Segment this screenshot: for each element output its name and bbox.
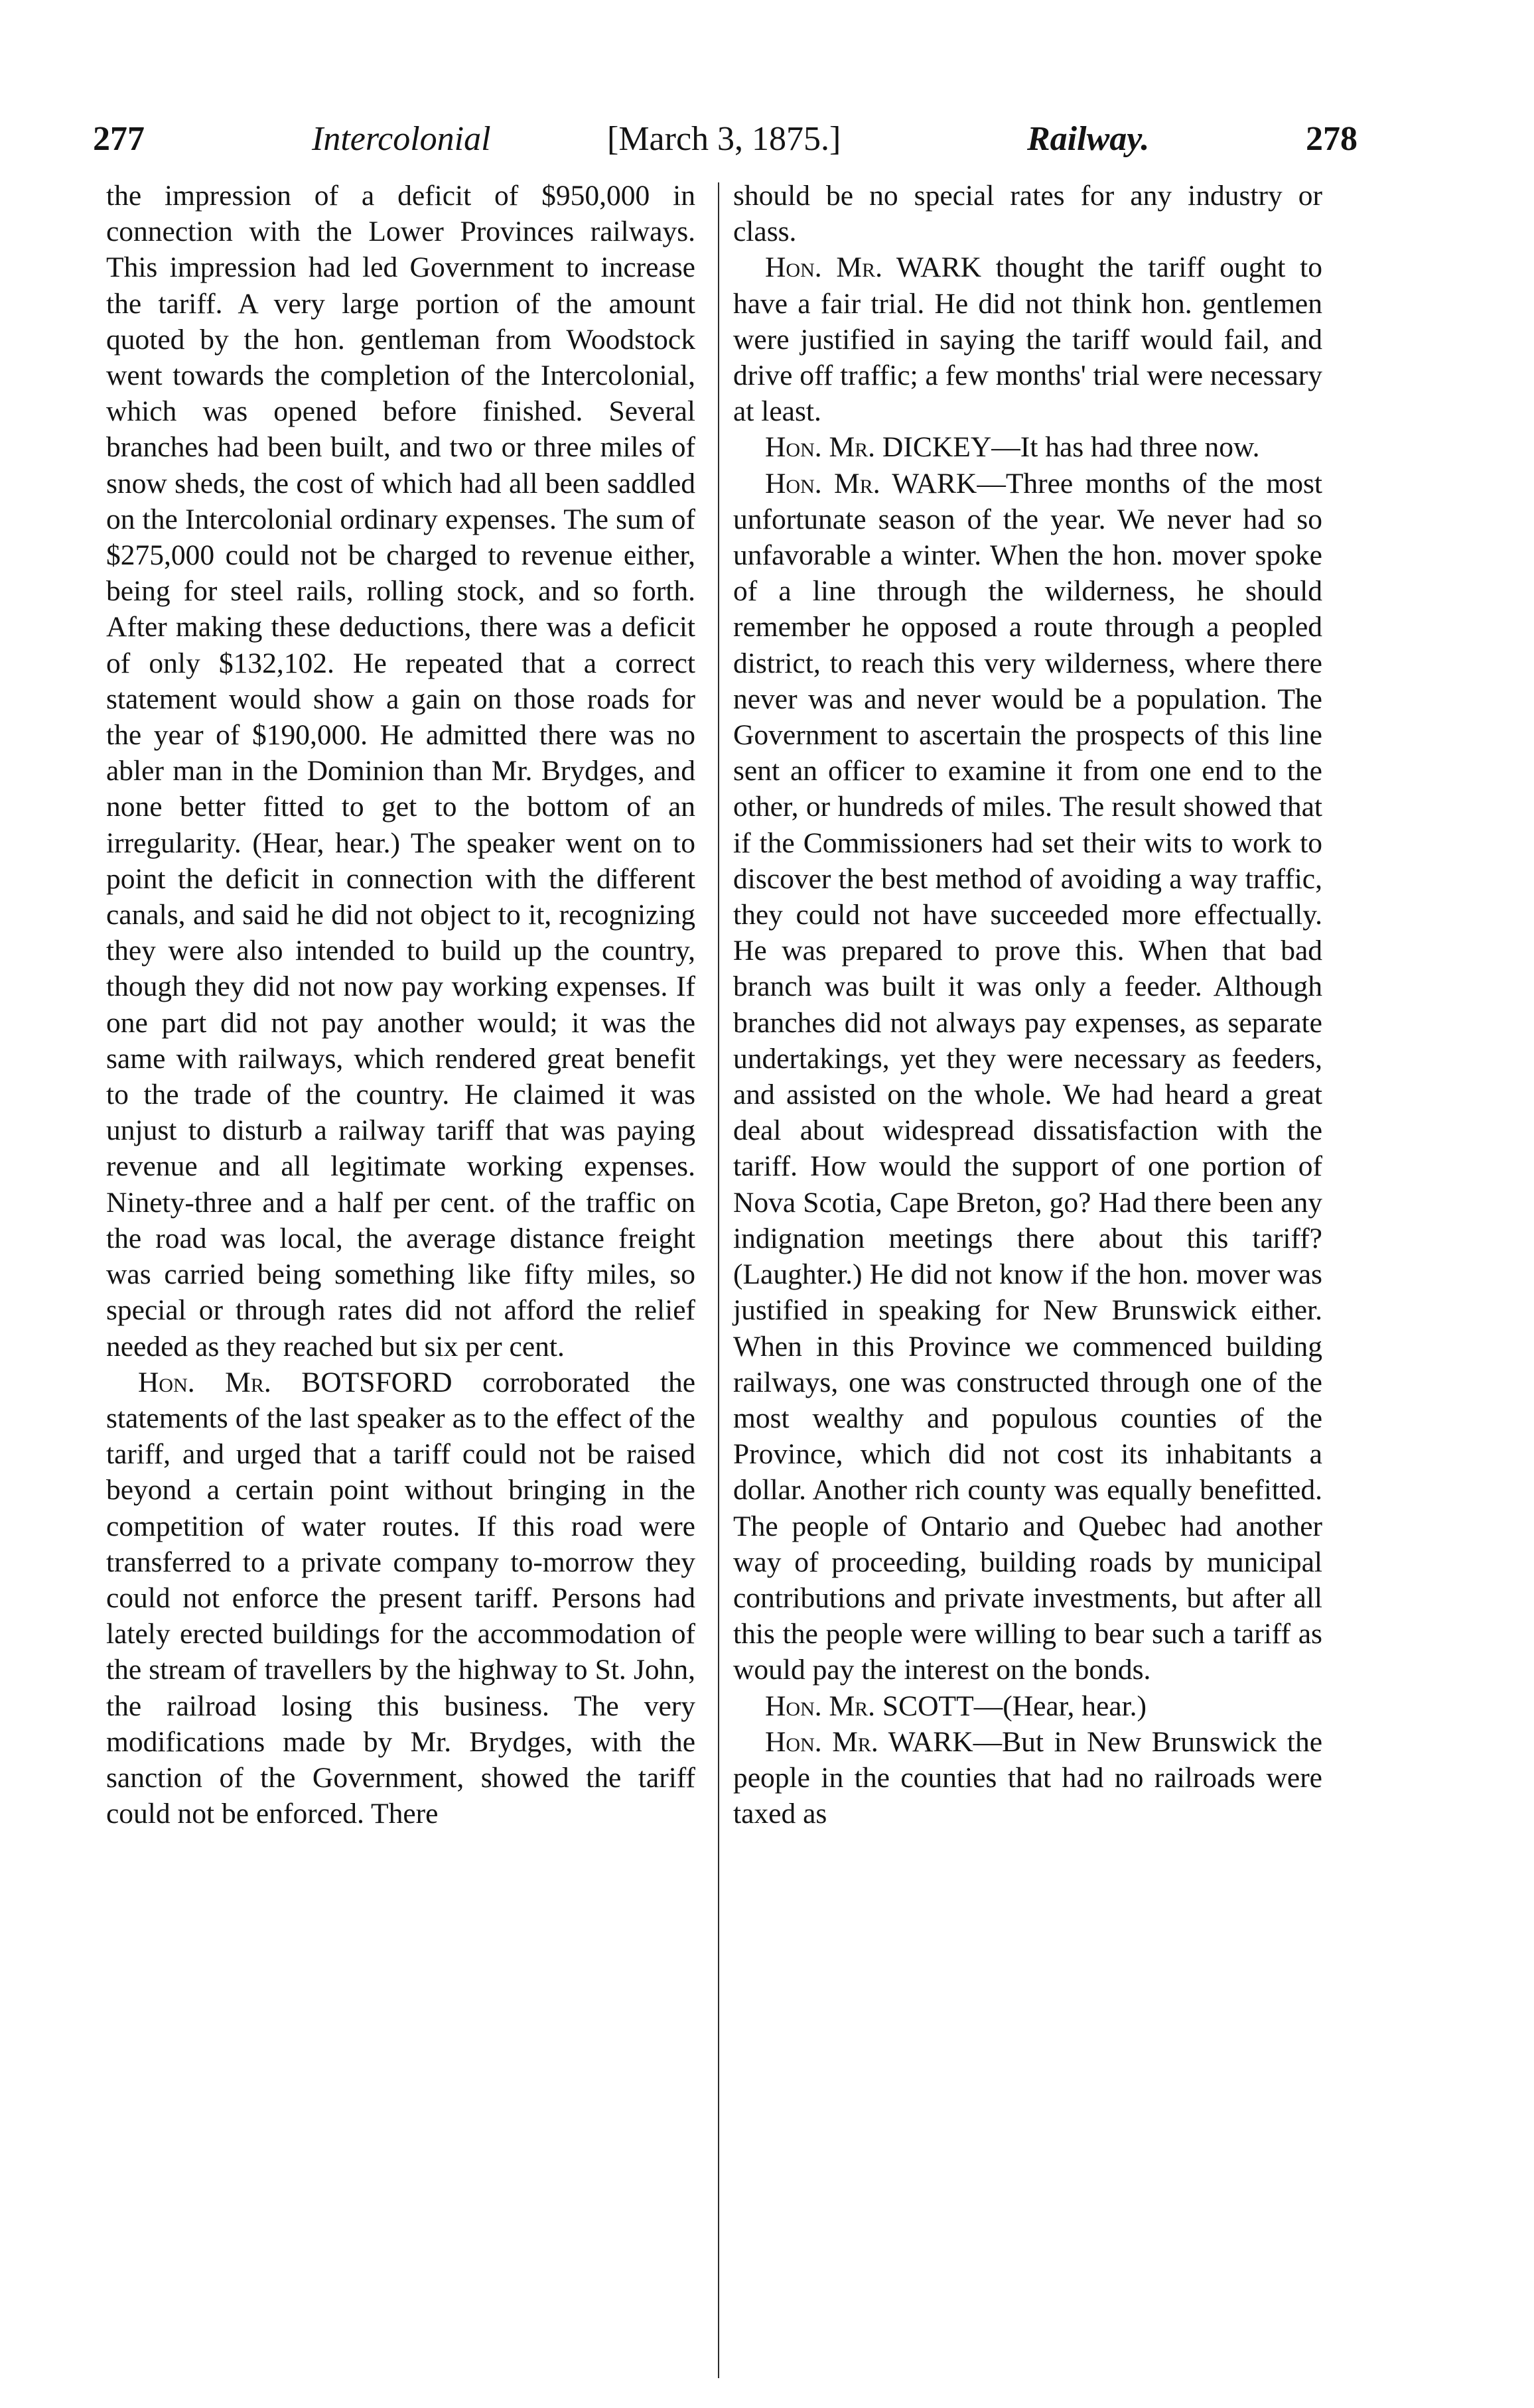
speaker-name: Hon. Mr. DICKEY <box>765 431 992 464</box>
page-number-right: 278 <box>1306 120 1358 158</box>
speaker-name: Hon. Mr. SCOTT <box>765 1690 974 1722</box>
right-column <box>733 178 1322 1832</box>
paragraph <box>733 429 1322 465</box>
speech-text: —It has had three now. <box>991 431 1260 464</box>
speaker-name: Hon. Mr. WARK <box>765 1725 973 1758</box>
speaker-name: Hon. Mr. WARK <box>765 251 982 284</box>
header-date: [March 3, 1875.] <box>607 120 841 158</box>
running-title-right: Railway. <box>1027 120 1150 158</box>
paragraph <box>733 466 1322 1688</box>
speech-text: —Three months of the most unfortunate season of the year. We never had so unfavorable a winter. When the hon. mover spoke of a line through the wilderness, he should remember he opposed a route through a peopled district, to reach this very wilderness, where there never was and never would be a population. The Government to ascertain the prospects of this line sent an officer to examine it from one end to the other, or hundreds of miles. The result showed that if the Commissioners had set their wits to work to discover the best method of avoiding a way traffic, they could not have succeeded more effectually. He was prepared to prove this. When that bad branch was built it was only a feeder. Although branches did not always pay expenses, as separate undertakings, yet they were necessary as feeders, and assisted on the whole. We had heard a great deal about widespread dissatisfaction with the tariff. How would the support of one portion of Nova Scotia, Cape Breton, go? Had there been any indignation meetings there about this tariff? (Laughter.) He did not know if the hon. mover was justified in speaking for New Brunswick either. When in this Province we commenced building railways, one was constructed through one of the most wealthy and populous counties of the Province, which did not cost its inhabitants a dollar. Another rich county was equally benefitted. The people of Ontario and Quebec had another way of proceeding, building roads by municipal contributions and private investments, but after all this the people were willing to bear such a tariff as would pay the interest on the bonds. <box>733 467 1322 1686</box>
paragraph <box>106 1365 695 1832</box>
page-header <box>93 119 1358 166</box>
speech-text: thought the tariff ought to have a fair trial. He did not think hon. gentlemen were justified in saying the tariff would fail, and drive off traffic; a few months' trial were necessary at least. <box>733 251 1322 428</box>
speaker-name: Hon. Mr. BOTSFORD <box>138 1366 453 1398</box>
running-title-left: Intercolonial <box>312 120 491 158</box>
paragraph: the impression of a deficit of $950,000 in connection with the Lower Provinces railways. This impression had led Government to increase the tariff. A very large portion of the amount quoted by the hon. gentleman from Woodstock went towards the completion of the Intercolonial, which was opened before finished. Several branches had been built, and two or three miles of snow sheds, the cost of which had all been saddled on the Intercolonial ordinary expenses. The sum of $275,000 could not be charged to revenue either, being for steel rails, rolling stock, and so forth. After making these deductions, there was a deficit of only $132,102. He repeated that a correct statement would show a gain on those roads for the year of $190,000. He admitted there was no abler man in the Dominion than Mr. Brydges, and none better fitted to get to the bottom of an irregularity. (Hear, hear.) The speaker went on to point the deficit in connection with the different canals, and said he did not object to it, recognizing they were also intended to build up the country, though they did not now pay working expenses. If one part did not pay another would; it was the same with railways, which rendered great benefit to the trade of the country. He claimed it was unjust to disturb a railway tariff that was paying revenue and all legitimate working expenses. Ninety-three and a half per cent. of the traffic on the road was local, the average distance freight was carried being something like fifty miles, so special or through rates did not afford the relief needed as they reached but six per cent. <box>106 180 695 1363</box>
paragraph: should be no special rates for any industry or class. <box>733 180 1322 248</box>
paragraph <box>733 1688 1322 1724</box>
speech-text: —But in New Brunswick the people in the counties that had no railroads were taxed as <box>733 1725 1322 1830</box>
speech-text: —(Hear, hear.) <box>973 1690 1147 1722</box>
left-column <box>106 178 695 1832</box>
speaker-name: Hon. Mr. WARK <box>765 467 977 500</box>
speech-text: corroborated the statements of the last speaker as to the effect of the tariff, and urged that a tariff could not be raised beyond a certain point without bringing in the competition of water routes. If this road were transferred to a private company to-morrow they could not enforce the present tariff. Persons had lately erected buildings for the accommodation of the stream of travellers by the highway to St. John, the railroad losing this business. The very modifications made by Mr. Brydges, with the sanction of the Government, showed the tariff could not be enforced. There <box>106 1366 695 1830</box>
page-number-left: 277 <box>93 120 145 158</box>
column-divider <box>718 182 719 2378</box>
paragraph <box>733 249 1322 429</box>
paragraph <box>733 1724 1322 1832</box>
